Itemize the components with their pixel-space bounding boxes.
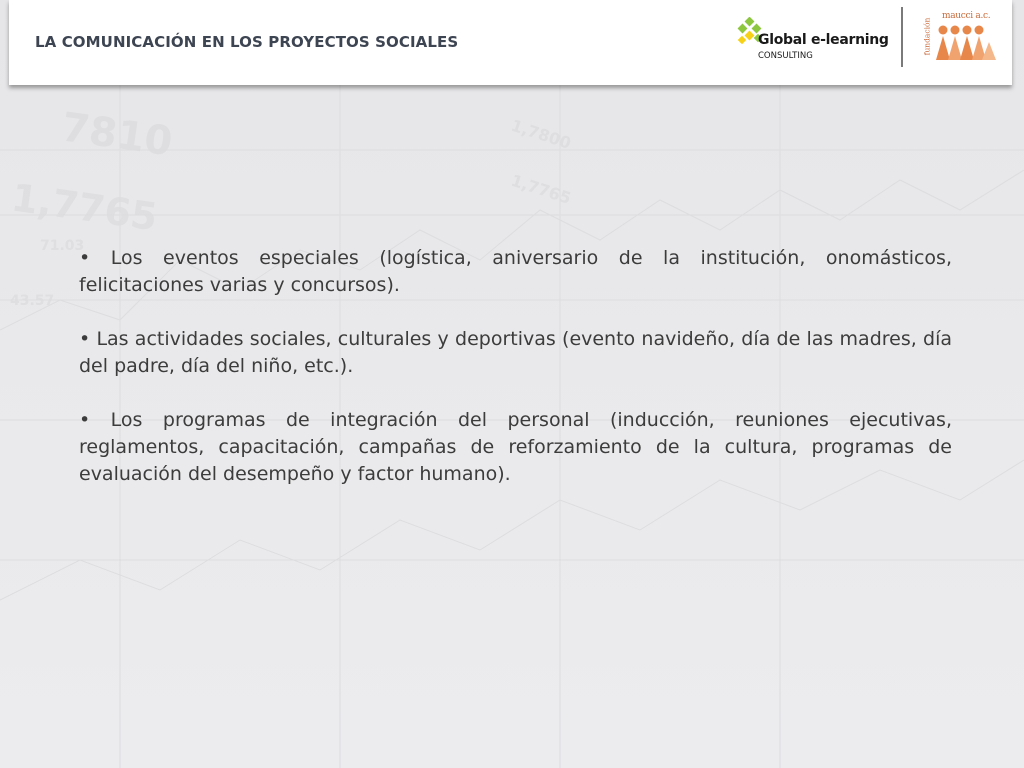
bullet-paragraph: • Las actividades sociales, culturales y deportivas (evento navideño, día de las madres, día del padre, día del niño, etc.). xyxy=(79,328,952,377)
logo-divider xyxy=(901,7,903,67)
fundacion-top-text: maucci a.c. xyxy=(942,11,991,21)
global-elearning-subtitle: CONSULTING xyxy=(758,51,813,61)
svg-text:1,7765: 1,7765 xyxy=(8,175,161,240)
header-bar xyxy=(9,0,1012,85)
people-figures-icon xyxy=(934,20,996,64)
global-elearning-logo xyxy=(727,15,887,65)
fundacion-vertical-text: fundación xyxy=(922,17,932,56)
page-title: LA COMUNICACIÓN EN LOS PROYECTOS SOCIALES xyxy=(35,33,459,51)
fundacion-logo xyxy=(924,8,996,64)
bullet-paragraph: • Los programas de integración del personal (inducción, reuniones ejecutivas, reglamentos, capacitación, campañas de reforzamiento de la cultura, programas de evaluación del desempeño y factor humano). xyxy=(79,409,952,485)
bullet-paragraph: • Los eventos especiales (logística, aniversario de la institución, onomásticos, felicitaciones varias y concursos). xyxy=(79,247,952,296)
global-elearning-name: Global e-learning xyxy=(758,32,889,48)
svg-text:7810: 7810 xyxy=(58,104,176,166)
svg-text:1,7765: 1,7765 xyxy=(508,170,574,208)
svg-text:1,7800: 1,7800 xyxy=(508,115,574,153)
svg-text:71.03: 71.03 xyxy=(40,238,85,254)
content-body xyxy=(79,245,952,515)
svg-text:43.57: 43.57 xyxy=(10,293,55,309)
